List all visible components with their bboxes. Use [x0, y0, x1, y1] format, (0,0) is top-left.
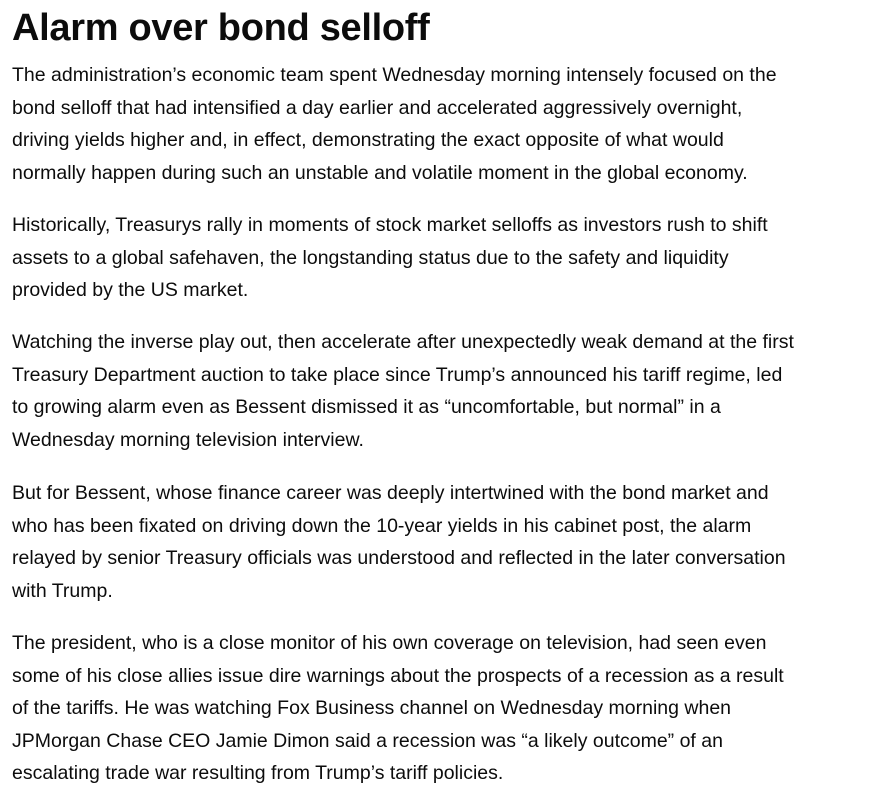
paragraph-2 — [12, 209, 768, 307]
section-headline: Alarm over bond selloff — [12, 7, 430, 49]
paragraph-line: The president, who is a close monitor of his own coverage on television, had seen even — [12, 632, 767, 654]
paragraph-line: But for Bessent, whose finance career was deeply intertwined with the bond market and — [12, 482, 769, 504]
paragraph-line: some of his close allies issue dire warnings about the prospects of a recession as a result — [12, 664, 784, 687]
paragraph-line: with Trump. — [12, 579, 113, 602]
paragraph-line: bond selloff that had intensified a day earlier and accelerated aggressively overnight, — [12, 96, 743, 119]
paragraph-line: assets to a global safehaven, the longstanding status due to the safety and liquidity — [12, 246, 729, 269]
paragraph-1 — [12, 59, 777, 189]
paragraph-line: Treasury Department auction to take place since Trump’s announced his tariff regime, led — [12, 363, 783, 386]
paragraph-line: Watching the inverse play out, then accelerate after unexpectedly weak demand at the first — [12, 331, 794, 353]
paragraph-line: relayed by senior Treasury officials was understood and reflected in the later conversation — [12, 547, 786, 569]
paragraph-line: The administration’s economic team spent Wednesday morning intensely focused on the — [12, 64, 777, 86]
paragraph-line: Wednesday morning television interview. — [12, 428, 364, 451]
paragraph-line: JPMorgan Chase CEO Jamie Dimon said a recession was “a likely outcome” of an — [12, 729, 723, 752]
paragraph-4 — [12, 477, 786, 607]
paragraph-line: normally happen during such an unstable and volatile moment in the global economy. — [12, 161, 748, 184]
paragraph-line: provided by the US market. — [12, 279, 249, 301]
paragraph-line: of the tariffs. He was watching Fox Business channel on Wednesday morning when — [12, 697, 732, 719]
paragraph-line: who has been fixated on driving down the 10-year yields in his cabinet post, the alarm — [12, 514, 752, 537]
paragraph-line: escalating trade war resulting from Trump’s tariff policies. — [12, 762, 504, 784]
paragraph-line: driving yields higher and, in effect, demonstrating the exact opposite of what would — [12, 129, 724, 151]
paragraph-3 — [12, 326, 794, 456]
paragraph-5 — [12, 627, 784, 790]
paragraph-line: to growing alarm even as Bessent dismissed it as “uncomfortable, but normal” in a — [12, 396, 721, 418]
paragraph-line: Historically, Treasurys rally in moments of stock market selloffs as investors rush to shift — [12, 214, 768, 236]
